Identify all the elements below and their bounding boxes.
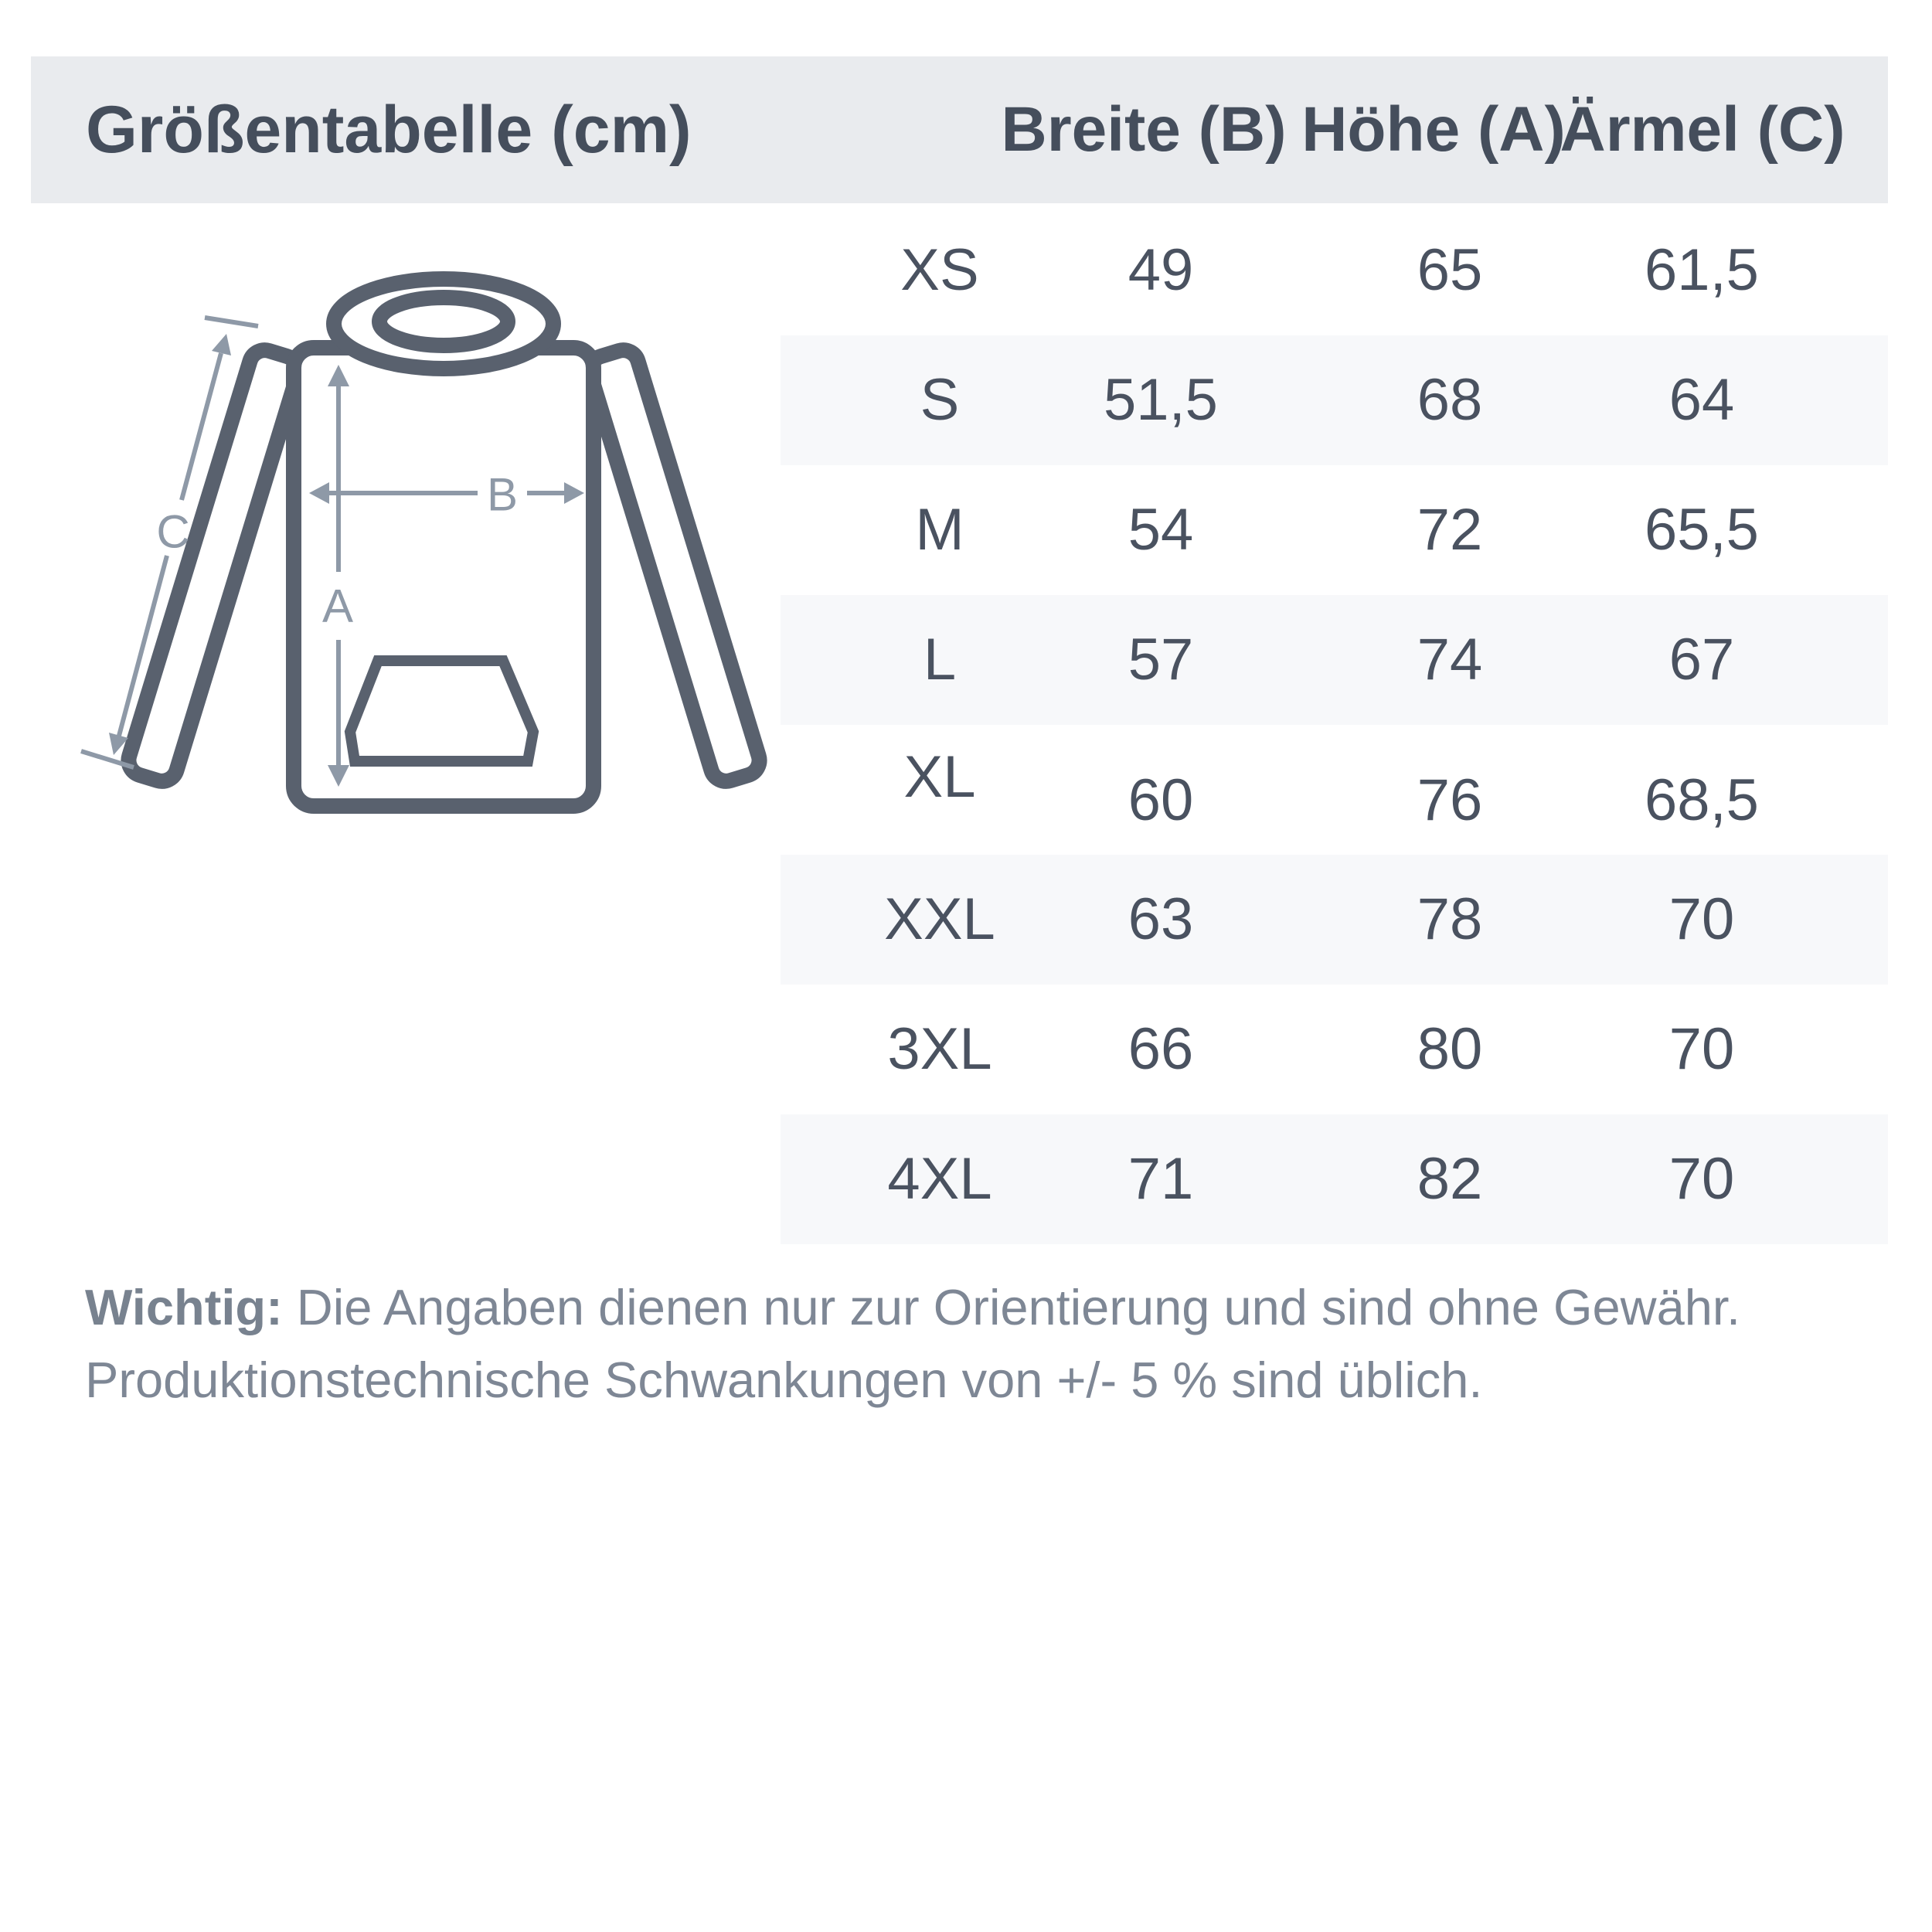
table-row bbox=[0, 595, 1932, 725]
table-row bbox=[0, 725, 1932, 855]
aermel-cell: 70 bbox=[1668, 886, 1735, 952]
size-cell: 4XL bbox=[887, 1146, 992, 1212]
size-cell: M bbox=[915, 497, 964, 563]
size-cell: S bbox=[920, 367, 960, 433]
table-row bbox=[0, 335, 1932, 465]
breite-cell: 63 bbox=[1128, 886, 1194, 952]
aermel-cell: 68,5 bbox=[1645, 767, 1759, 833]
breite-cell: 60 bbox=[1128, 767, 1194, 833]
size-table bbox=[0, 206, 1932, 1244]
table-row bbox=[0, 206, 1932, 335]
table-row bbox=[0, 1114, 1932, 1244]
aermel-cell: 65,5 bbox=[1645, 497, 1759, 563]
breite-cell: 66 bbox=[1128, 1016, 1194, 1082]
disclaimer-line-1: Wichtig: Die Angaben dienen nur zur Orientierung und sind ohne Gewähr. bbox=[85, 1279, 1741, 1335]
breite-cell: 71 bbox=[1128, 1146, 1194, 1212]
table-row bbox=[0, 985, 1932, 1114]
table-header-band bbox=[31, 56, 1888, 203]
table-row bbox=[0, 465, 1932, 595]
measure-label-c: C bbox=[156, 505, 190, 558]
hoehe-cell: 74 bbox=[1417, 627, 1483, 692]
size-cell: L bbox=[923, 627, 957, 692]
breite-cell: 54 bbox=[1128, 497, 1194, 563]
hoehe-cell: 82 bbox=[1417, 1146, 1483, 1212]
aermel-cell: 61,5 bbox=[1645, 237, 1759, 303]
column-header-aermel: Ärmel (C) bbox=[1560, 94, 1845, 165]
aermel-cell: 64 bbox=[1668, 367, 1735, 433]
size-cell: XS bbox=[900, 237, 979, 303]
hoehe-cell: 76 bbox=[1417, 767, 1483, 833]
hoehe-cell: 65 bbox=[1417, 237, 1483, 303]
size-cell: 3XL bbox=[887, 1016, 992, 1082]
page-title: Größentabelle (cm) bbox=[86, 93, 692, 167]
hoehe-cell: 68 bbox=[1417, 367, 1483, 433]
measure-label-b: B bbox=[486, 468, 519, 521]
column-header-hoehe: Höhe (A) bbox=[1301, 94, 1566, 165]
aermel-cell: 70 bbox=[1668, 1016, 1735, 1082]
disclaimer-note bbox=[85, 1271, 1832, 1417]
size-cell: XL bbox=[903, 744, 976, 810]
disclaimer-line-2: Produktionstechnische Schwankungen von +/- 5 % sind üblich. bbox=[85, 1352, 1483, 1408]
hoehe-cell: 78 bbox=[1417, 886, 1483, 952]
hoehe-cell: 72 bbox=[1417, 497, 1483, 563]
aermel-cell: 67 bbox=[1668, 627, 1735, 692]
measure-label-a: A bbox=[321, 580, 354, 632]
breite-cell: 57 bbox=[1128, 627, 1194, 692]
column-header-breite: Breite (B) bbox=[1001, 94, 1287, 165]
size-cell: XXL bbox=[884, 886, 995, 952]
table-row bbox=[0, 855, 1932, 985]
breite-cell: 49 bbox=[1128, 237, 1194, 303]
hoehe-cell: 80 bbox=[1417, 1016, 1483, 1082]
aermel-cell: 70 bbox=[1668, 1146, 1735, 1212]
breite-cell: 51,5 bbox=[1104, 367, 1218, 433]
disclaimer-prefix: Wichtig: bbox=[85, 1279, 283, 1335]
